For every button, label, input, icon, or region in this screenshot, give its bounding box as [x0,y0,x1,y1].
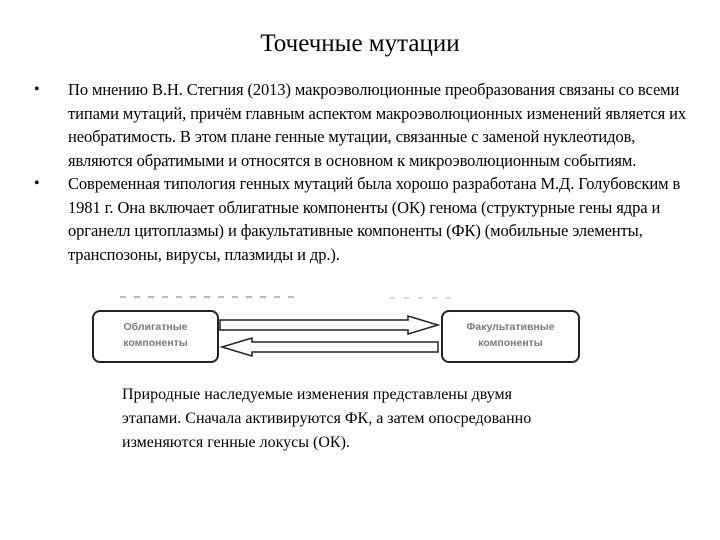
facultative-label-line2: компоненты [478,337,543,349]
facultative-label [442,319,579,351]
facultative-label-line1: Факультативные [466,321,555,333]
bullet-item [32,78,692,172]
bullet-item [32,172,692,266]
obligate-label [93,319,218,351]
bullet-dot: • [34,81,40,98]
components-diagram [0,290,720,370]
arrow-right [220,316,438,334]
bullet-dot: • [34,175,40,192]
caption-text: Природные наследуемые изменения представлены двумя этапами. Сначала активируются ФК, а затем опосредованно изменяются генные локусы (ОК). [122,386,532,451]
bullet-text: По мнению В.Н. Стегния (2013) макроэволюционные преобразования связаны со всеми типами мутаций, причём главным аспектом макроэволюционных изменений является их необратимость. В этом плане генные мутации, связанные с заменой нуклеотидов, являются обратимыми и относятся в основном к микроэволюционным событиям. [68,80,687,170]
obligate-label-line1: Облигатные [123,321,188,333]
obligate-label-line2: компоненты [123,337,188,349]
bullet-text: Современная типология генных мутаций была хорошо разработана М.Д. Голубовским в 1981 г. Она включает облигатные компоненты (ОК) генома (структурные гены ядра и органелл цитоплазмы) и факультативные компоненты (ФК) (мобильные элементы, транспозоны, вирусы, плазмиды и др.). [68,174,681,264]
arrow-left [222,338,438,356]
slide-title: Точечные мутации [260,30,460,57]
bullet-list [32,78,692,266]
